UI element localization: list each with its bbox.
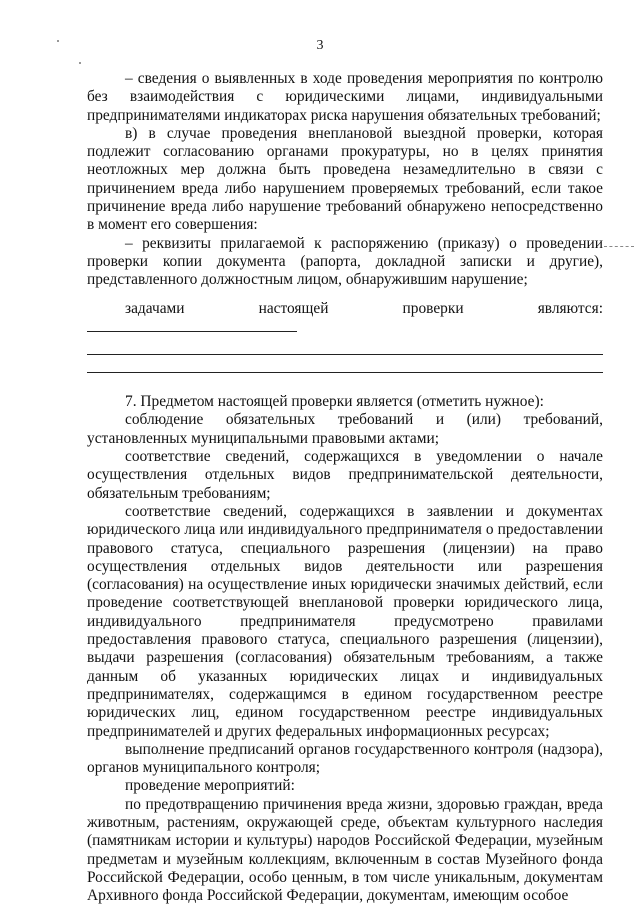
subject-item: соответствие сведений, содержащихся в уведомлении о начале осуществления отдельных видов предпринимательской деятельности, обязательным требованиям; (87, 448, 603, 502)
scan-speck (79, 62, 81, 64)
tasks-blank-field[interactable] (87, 318, 297, 332)
subject-item: выполнение предписаний органов государственного контроля (надзора), органов муниципального контроля; (87, 740, 603, 777)
tasks-blank-line-2[interactable] (87, 355, 603, 373)
section-7-heading: 7. Предметом настоящей проверки является (отметить нужное): (125, 393, 544, 411)
document-body (87, 70, 603, 905)
subject-item: по предотвращению причинения вреда жизни, здоровью граждан, вреда животным, растениям, окружающей среде, объектам культурного наследия (памятникам истории и культуры) народов Российской Федерации, музейным предметам и музейным коллекциям, включенным в состав Музейного фонда Российской Федерации, особо ценным, в том числе уникальным, документам Архивного фонда Российской Федерации, документам, имеющим особое (87, 795, 603, 905)
tasks-blank-line-1[interactable] (87, 337, 603, 355)
paragraph-risk-indicators: – сведения о выявленных в ходе проведения мероприятия по контролю без взаимодействия с юридическими лицами, индивидуальными предпринимателями индикаторах риска нарушения обязательных требований; (87, 70, 603, 124)
subject-item: соблюдение обязательных требований и (или) требований, установленных муниципальными правовыми актами; (87, 411, 603, 447)
paragraph-document-requisites: – реквизиты прилагаемой к распоряжению (приказу) о проведении проверки копии документа (рапорта, докладной записки и другие), представленного должностным лицом, обнаружившим нарушение; (87, 234, 603, 289)
subject-item: проведение мероприятий: (125, 777, 295, 795)
tasks-label: задачами настоящей проверки являются: (125, 299, 603, 317)
paragraph-unscheduled-inspection: в) в случае проведения внеплановой выездной проверки, которая подлежит согласованию органами прокуратуры, но в целях принятия неотложных мер должна быть проведена незамедлительно в связи с причинением вреда либо нарушением проверяемых требований, если такое причинение вреда либо нарушение требований обнаружено непосредственно в момент его совершения: (87, 124, 603, 234)
subject-item: соответствие сведений, содержащихся в заявлении и документах юридического лица или индивидуального предпринимателя о предоставлении правового статуса, специального разрешения (лицензии) на право осуществления отдельных видов деятельности или разрешения (согласования) на осуществление иных юридически значимых действий, если проведение соответствующей внеплановой проверки юридического лица, индивидуального предпринимателя предусмотрено правилами предоставления правового статуса, специального разрешения (лицензии), выдачи разрешения (согласования) обязательным требованиям, а также данным об указанных юридических лицах и индивидуальных предпринимателях, содержащимся в едином государственном реестре юридических лиц, едином государственном реестре индивидуальных предпринимателей и других федеральных информационных ресурсах; (87, 502, 603, 740)
page-number: 3 (316, 38, 324, 53)
tasks-line (87, 300, 603, 338)
scan-artifact-dash (604, 246, 634, 247)
